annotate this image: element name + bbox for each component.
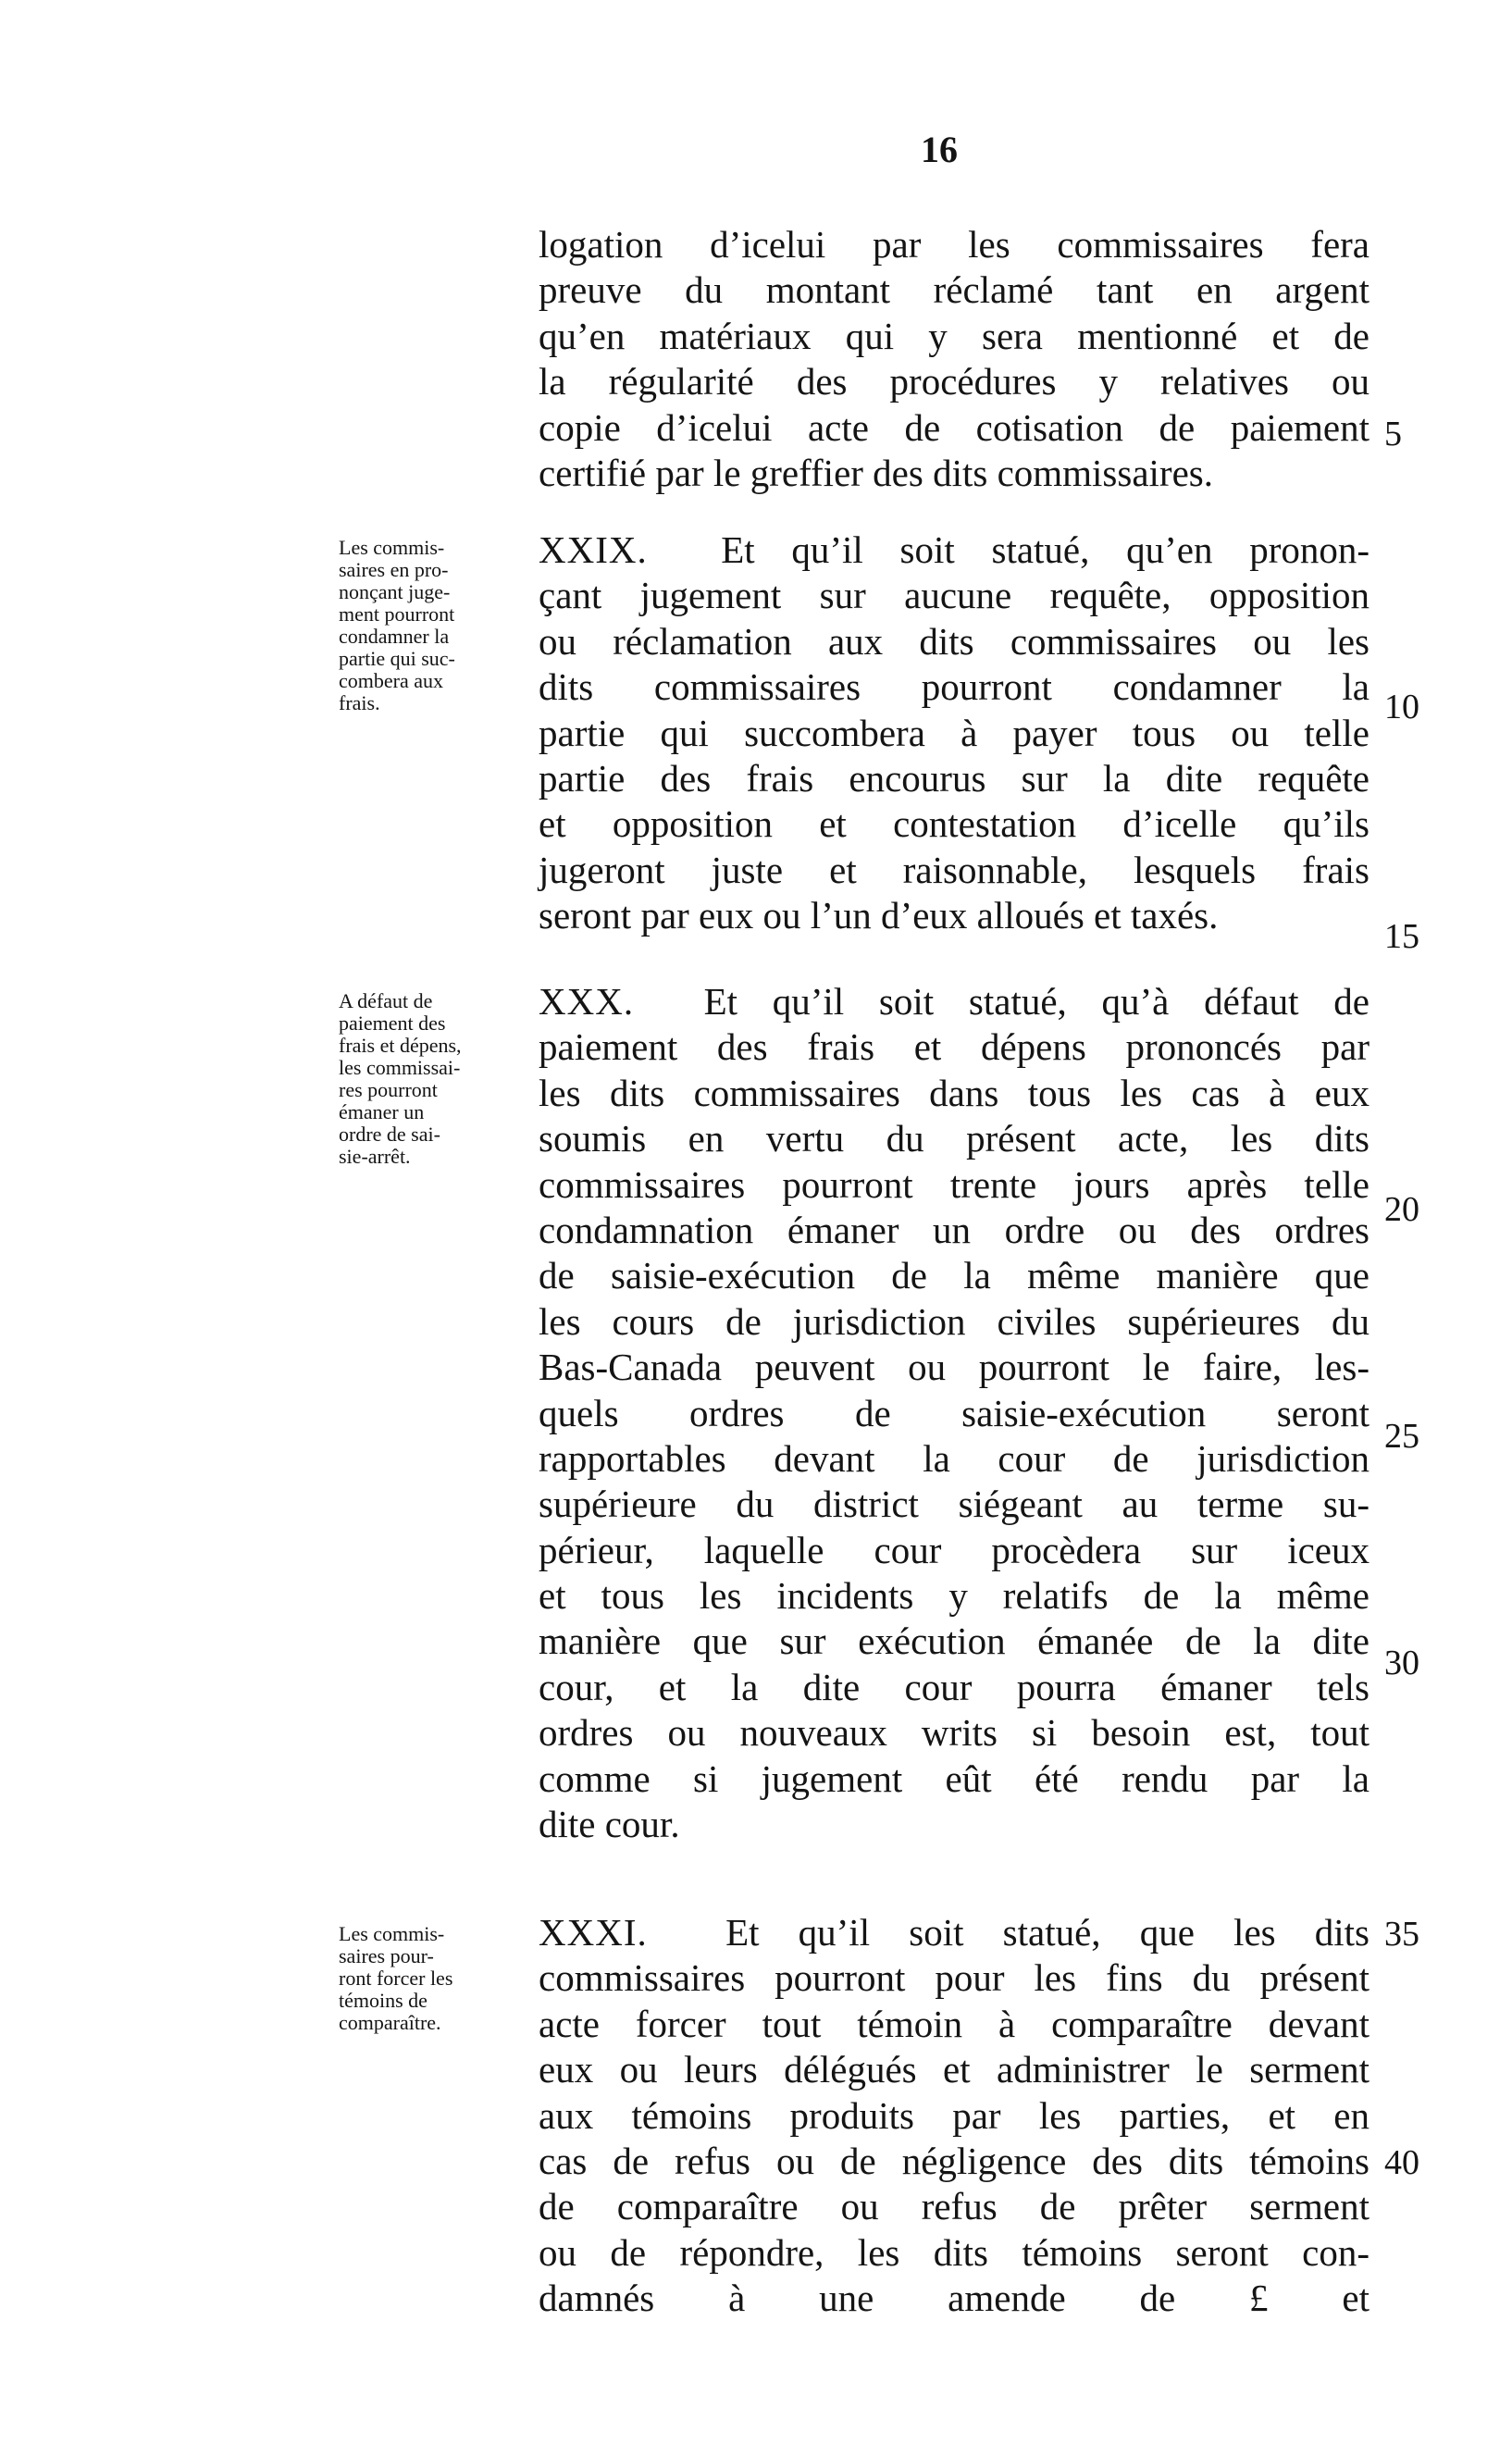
margin-note-line: sie-arrêt. xyxy=(339,1145,411,1168)
margin-note-line: frais et dépens, xyxy=(339,1034,462,1057)
page-number: 16 xyxy=(921,129,958,170)
text-line: dite cour. xyxy=(539,1803,680,1846)
margin-note-line: condamner la xyxy=(339,625,450,648)
text-line: çant jugement sur aucune requête, opposition xyxy=(539,574,1369,617)
text-line: et opposition et contestation d’icelle qu’ils xyxy=(539,802,1369,846)
margin-note-section-30 xyxy=(339,990,528,1168)
margin-note-line: frais. xyxy=(339,691,380,714)
section-heading: XXIX. xyxy=(539,528,648,571)
text-line: Bas-Canada peuvent ou pourront le faire, les- xyxy=(539,1346,1369,1389)
margin-note-line: ment pourront xyxy=(339,602,455,626)
section-first-line xyxy=(539,1910,1369,1955)
section-first-line xyxy=(539,527,1369,573)
text-line: qu’en matériaux qui y sera mentionné et de xyxy=(539,314,1369,357)
text-line: aux témoins produits par les parties, et en xyxy=(539,2093,1369,2137)
margin-note-line: res pourront xyxy=(339,1078,438,1101)
text-line: condamnation émaner un ordre ou des ordres xyxy=(539,1208,1369,1251)
text-line: de comparaître ou refus de prêter serment xyxy=(539,2185,1369,2228)
margin-note-line: témoins de xyxy=(339,1989,428,2012)
text-line: ordres ou nouveaux writs si besoin est, tout xyxy=(539,1711,1369,1755)
text-line: supérieure du district siégeant au terme su- xyxy=(539,1483,1369,1526)
section-first-line-text: Et qu’il soit statué, que les dits xyxy=(725,1911,1369,1954)
section-31 xyxy=(539,1910,1369,2322)
text-line: dits commissaires pourront condamner la xyxy=(539,665,1369,709)
text-line: ou de répondre, les dits témoins seront con- xyxy=(539,2230,1369,2274)
margin-note-line: saires en pro- xyxy=(339,558,449,581)
text-line: la régularité des procédures y relatives ou xyxy=(539,360,1369,403)
margin-note-line: paiement des xyxy=(339,1011,446,1035)
text-line: comme si jugement eût été rendu par la xyxy=(539,1756,1369,1800)
text-line: preuve du montant réclamé tant en argent xyxy=(539,268,1369,312)
margin-note-line: les commissai- xyxy=(339,1056,461,1079)
text-line: acte forcer tout témoin à comparaître devant xyxy=(539,2002,1369,2045)
section-first-line-text: Et qu’il soit statué, qu’en pronon- xyxy=(721,528,1370,571)
text-line: seront par eux ou l’un d’eux alloués et taxés. xyxy=(539,894,1219,937)
section-heading: XXX. xyxy=(539,980,635,1023)
line-number: 40 xyxy=(1384,2143,1419,2182)
text-line: les cours de jurisdiction civiles supérieures du xyxy=(539,1299,1369,1343)
text-line: soumis en vertu du présent acte, les dits xyxy=(539,1117,1369,1160)
line-number: 35 xyxy=(1384,1915,1419,1954)
margin-note-line: A défaut de xyxy=(339,989,433,1012)
text-line: eux ou leurs délégués et administrer le serment xyxy=(539,2048,1369,2091)
text-line: paiement des frais et dépens prononcés par xyxy=(539,1025,1369,1069)
text-line: périeur, laquelle cour procèdera sur iceux xyxy=(539,1528,1369,1571)
margin-note-line: combera aux xyxy=(339,669,443,692)
section-first-line-text: Et qu’il soit statué, qu’à défaut de xyxy=(703,980,1369,1023)
text-line: copie d’icelui acte de cotisation de paiement xyxy=(539,405,1369,449)
text-line: quels ordres de saisie-exécution seront xyxy=(539,1391,1369,1434)
line-number: 5 xyxy=(1384,415,1402,453)
text-line: jugeront juste et raisonnable, lesquels frais xyxy=(539,848,1369,891)
text-line: rapportables devant la cour de jurisdiction xyxy=(539,1436,1369,1480)
margin-note-section-29 xyxy=(339,537,528,714)
line-number: 20 xyxy=(1384,1190,1419,1229)
margin-note-line: partie qui suc- xyxy=(339,647,455,670)
text-line: cour, et la dite cour pourra émaner tels xyxy=(539,1665,1369,1708)
text-line: ou réclamation aux dits commissaires ou les xyxy=(539,619,1369,663)
text-line: les dits commissaires dans tous les cas à eux xyxy=(539,1071,1369,1114)
text-line: de saisie-exécution de la même manière que xyxy=(539,1254,1369,1297)
margin-note-line: ront forcer les xyxy=(339,1967,453,1990)
margin-note-line: émaner un xyxy=(339,1100,425,1123)
text-line: commissaires pourront trente jours après telle xyxy=(539,1162,1369,1206)
section-30 xyxy=(539,979,1369,1847)
section-29 xyxy=(539,527,1369,939)
text-line: manière que sur exécution émanée de la dite xyxy=(539,1619,1369,1663)
paragraph-continuation xyxy=(539,222,1369,496)
margin-note-line: saires pour- xyxy=(339,1944,434,1967)
line-number: 25 xyxy=(1384,1417,1419,1456)
margin-note-line: Les commis- xyxy=(339,536,445,559)
margin-note-line: Les commis- xyxy=(339,1922,445,1945)
section-heading: XXXI. xyxy=(539,1911,648,1954)
line-number: 10 xyxy=(1384,688,1419,726)
margin-note-line: comparaître. xyxy=(339,2011,441,2034)
text-line: partie qui succombera à payer tous ou telle xyxy=(539,711,1369,754)
section-first-line xyxy=(539,979,1369,1024)
text-line: damnés à une amende de £ et xyxy=(539,2277,1369,2320)
line-number: 15 xyxy=(1384,917,1419,956)
text-line: partie des frais encourus sur la dite requête xyxy=(539,756,1369,800)
line-number: 30 xyxy=(1384,1644,1419,1682)
margin-note-section-31 xyxy=(339,1923,528,2034)
text-line: et tous les incidents y relatifs de la même xyxy=(539,1574,1369,1618)
margin-note-line: nonçant juge- xyxy=(339,580,451,603)
text-line: logation d’icelui par les commissaires fera xyxy=(539,223,1369,266)
margin-note-line: ordre de sai- xyxy=(339,1123,440,1146)
text-line: certifié par le greffier des dits commissaires. xyxy=(539,451,1213,494)
text-line: commissaires pourront pour les fins du présent xyxy=(539,1956,1369,2000)
text-line: cas de refus ou de négligence des dits témoins xyxy=(539,2139,1369,2182)
